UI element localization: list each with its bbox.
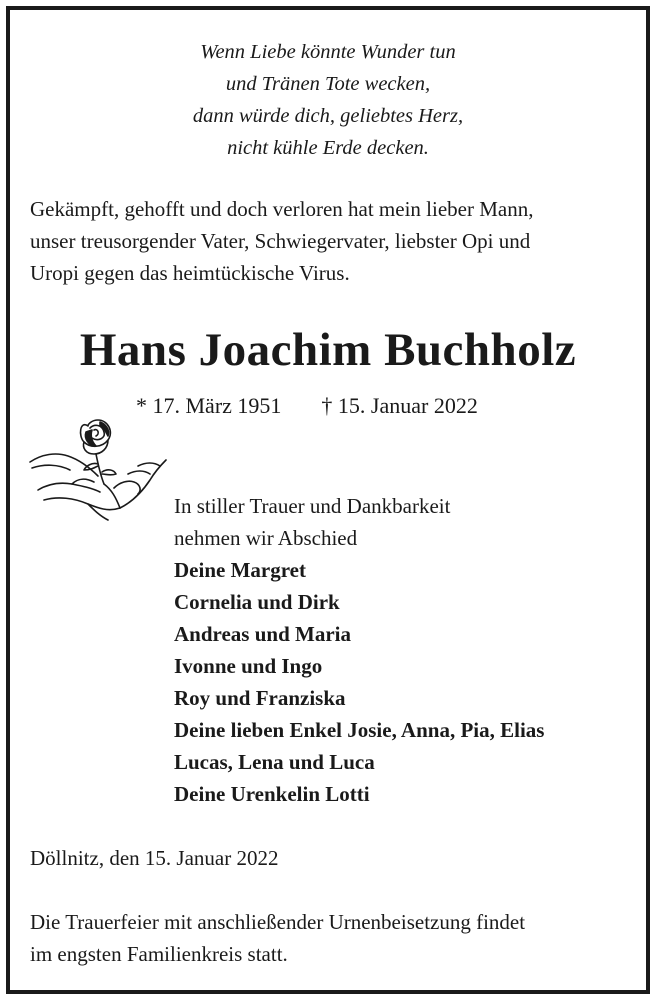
poem-line: dann würde dich, geliebtes Herz, xyxy=(192,105,464,127)
funeral-note xyxy=(30,906,642,970)
mourners-intro-line: nehmen wir Abschied xyxy=(174,526,358,550)
intro-text xyxy=(30,193,640,289)
mourner-name: Roy und Franziska xyxy=(174,686,346,710)
intro-line: Gekämpft, gehofft und doch verloren hat mein lieber Mann, xyxy=(30,197,534,221)
mourner-name: Lucas, Lena und Luca xyxy=(174,750,375,774)
poem-line: nicht kühle Erde decken. xyxy=(227,137,429,159)
mourners-intro-line: In stiller Trauer und Dankbarkeit xyxy=(174,494,451,518)
mourner-name: Deine Urenkelin Lotti xyxy=(174,782,370,806)
life-dates xyxy=(136,391,478,421)
place-date: Döllnitz, den 15. Januar 2022 xyxy=(30,846,279,870)
mourner-name: Deine lieben Enkel Josie, Anna, Pia, Elias xyxy=(174,718,545,742)
rose-in-hands-icon xyxy=(28,408,168,524)
deceased-name: Hans Joachim Buchholz xyxy=(79,324,577,376)
funeral-line: Die Trauerfeier mit anschließender Urnenbeisetzung findet xyxy=(30,910,526,934)
poem xyxy=(10,36,646,164)
intro-line: Uropi gegen das heimtückische Virus. xyxy=(30,261,350,285)
mourner-name: Ivonne und Ingo xyxy=(174,654,323,678)
mourner-name: Deine Margret xyxy=(174,558,306,582)
funeral-line: im engsten Familienkreis statt. xyxy=(30,942,288,966)
birth-date: * 17. März 1951 xyxy=(136,393,282,418)
death-date: † 15. Januar 2022 xyxy=(321,393,478,418)
poem-line: und Tränen Tote wecken, xyxy=(225,73,431,95)
obituary-notice xyxy=(6,6,650,994)
mourner-name: Cornelia und Dirk xyxy=(174,590,340,614)
intro-line: unser treusorgender Vater, Schwiegervater, liebster Opi und xyxy=(30,229,531,253)
poem-line: Wenn Liebe könnte Wunder tun xyxy=(200,41,456,63)
mourner-name: Andreas und Maria xyxy=(174,622,351,646)
mourners xyxy=(174,490,544,810)
